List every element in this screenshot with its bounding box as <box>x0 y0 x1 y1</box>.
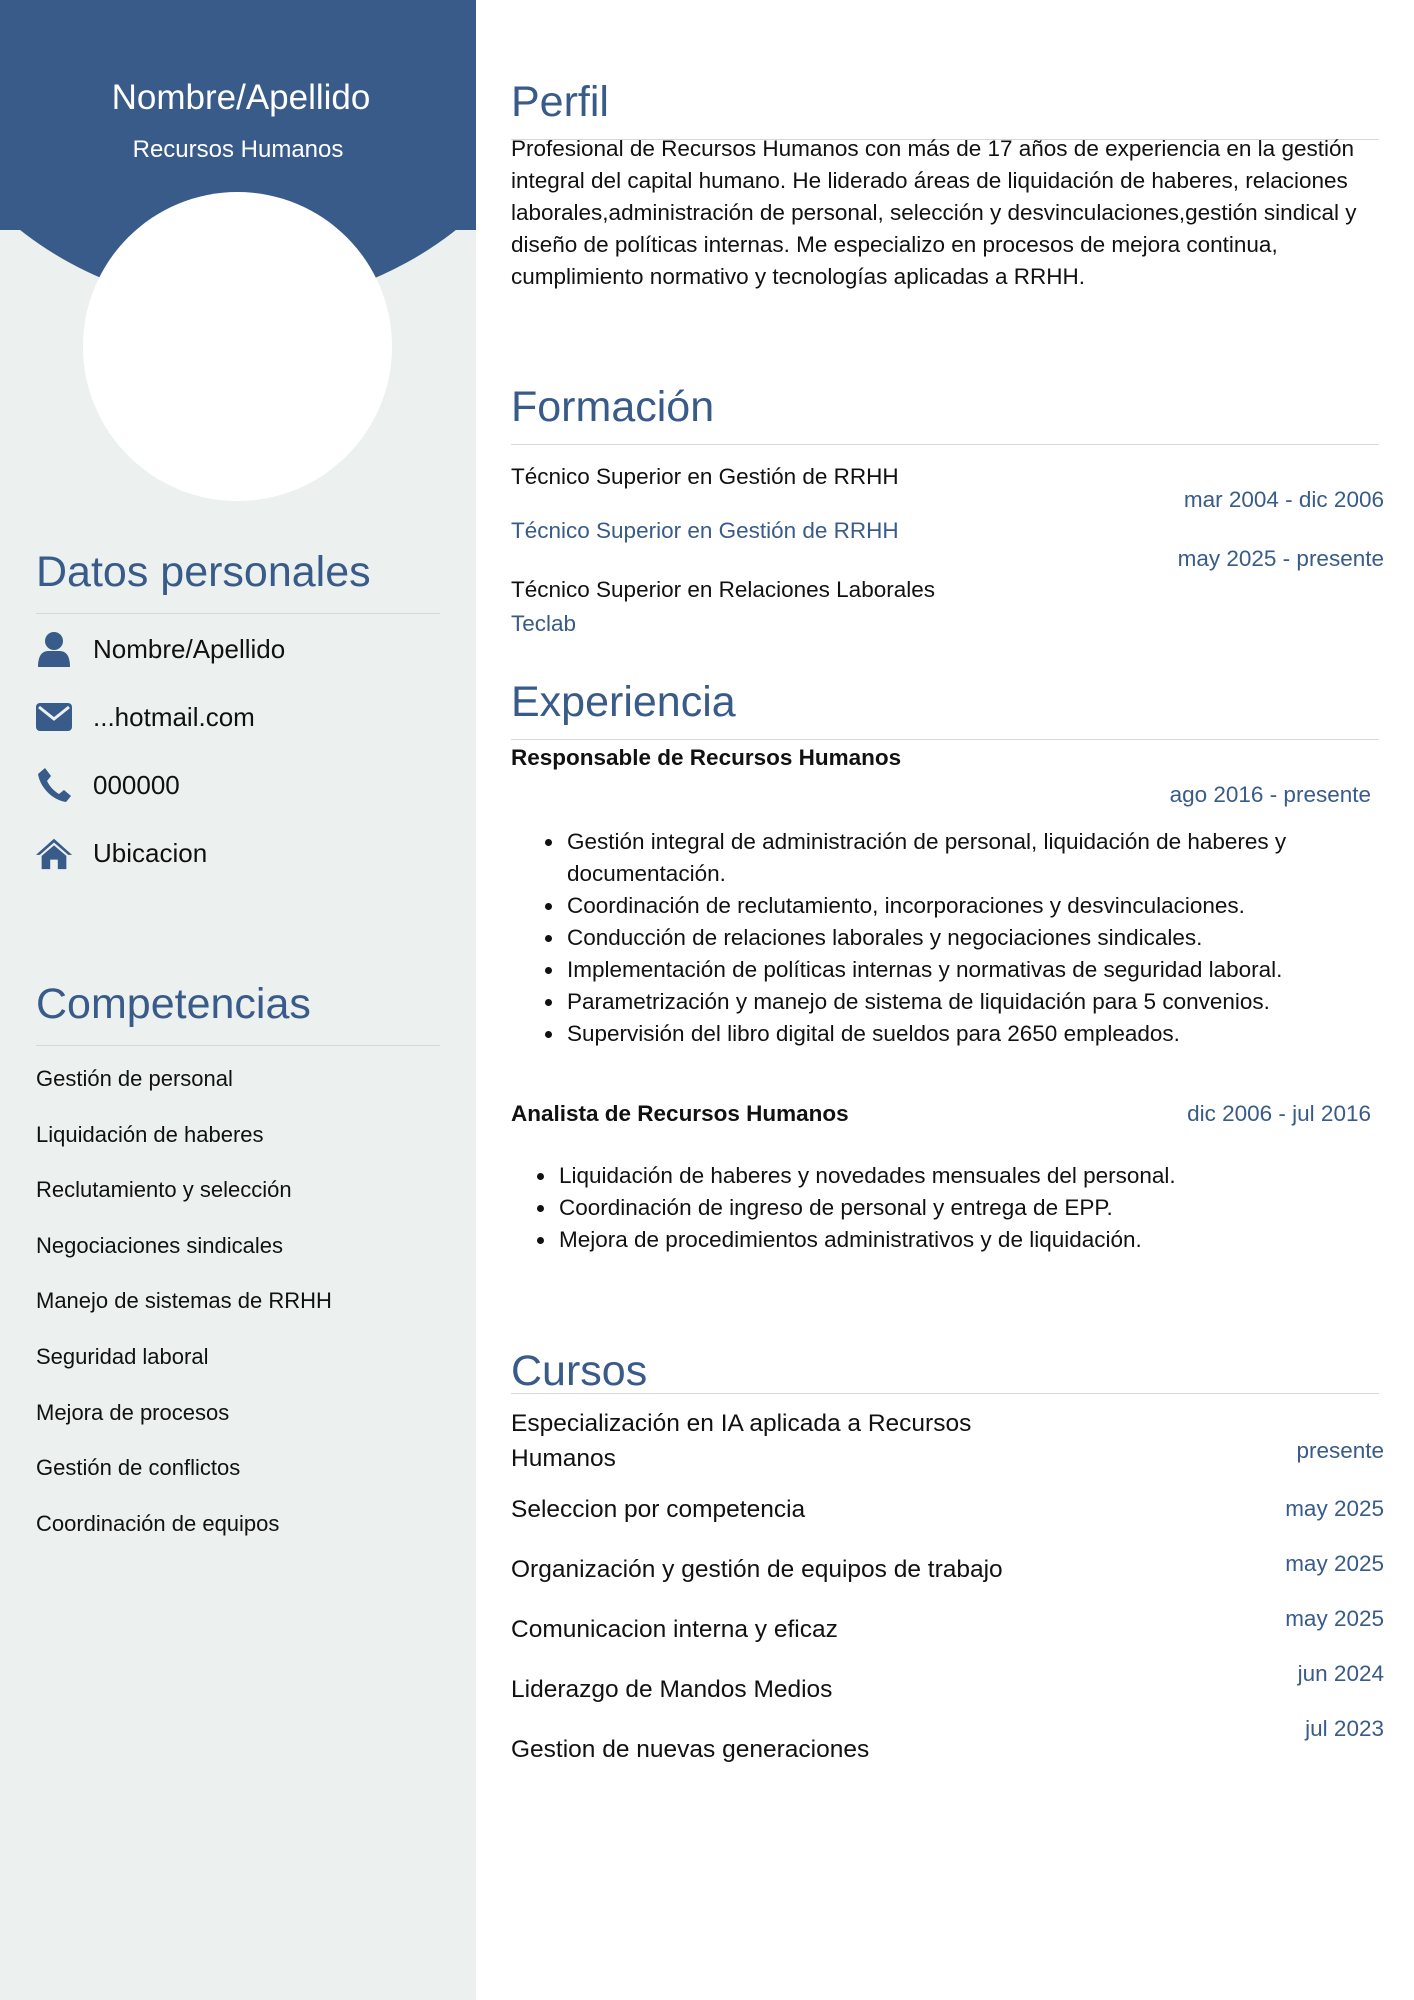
skill-item: Manejo de sistemas de RRHH <box>36 1288 332 1313</box>
course-name: Especialización en IA aplicada a Recursos Humanos <box>511 1410 972 1472</box>
course-name: Comunicacion interna y eficaz <box>511 1616 838 1643</box>
skill-item: Gestión de conflictos <box>36 1455 241 1480</box>
job-title: Analista de Recursos Humanos <box>511 1101 849 1126</box>
contact-phone: 000000 <box>93 769 180 800</box>
job-bullet: Coordinación de ingreso de personal y entrega de EPP. <box>559 1192 1369 1224</box>
course-date: may 2025 <box>1285 1496 1384 1521</box>
job-date: dic 2006 - jul 2016 <box>1187 1101 1371 1126</box>
envelope-icon <box>35 698 73 736</box>
contact-email-row <box>35 697 255 737</box>
job-date: ago 2016 - presente <box>1169 782 1371 807</box>
job-bullet: Liquidación de haberes y novedades mensuales del personal. <box>559 1160 1369 1192</box>
course-name: Gestion de nuevas generaciones <box>511 1736 870 1763</box>
job-bullet: Coordinación de reclutamiento, incorporaciones y desvinculaciones. <box>567 890 1377 922</box>
skill-item: Gestión de personal <box>36 1066 233 1091</box>
course-name: Liderazgo de Mandos Medios <box>511 1676 833 1703</box>
user-icon <box>35 630 73 668</box>
contact-location-row <box>35 833 208 873</box>
personal-data-heading: Datos personales <box>36 548 440 614</box>
education-institution: Teclab <box>511 611 577 636</box>
education-degree: Técnico Superior en Gestión de RRHH <box>511 518 899 543</box>
candidate-role: Recursos Humanos <box>132 136 344 163</box>
job-bullets <box>559 1160 1369 1256</box>
job-bullet: Mejora de procedimientos administrativos y de liquidación. <box>559 1224 1369 1256</box>
course-date: presente <box>1296 1438 1384 1463</box>
skill-item: Coordinación de equipos <box>36 1511 280 1536</box>
skill-item: Mejora de procesos <box>36 1400 230 1425</box>
sidebar <box>0 0 476 2000</box>
course-date: may 2025 <box>1285 1606 1384 1631</box>
job-bullet: Conducción de relaciones laborales y negociaciones sindicales. <box>567 922 1377 954</box>
education-degree: Técnico Superior en Relaciones Laborales <box>511 577 935 602</box>
skill-item: Negociaciones sindicales <box>36 1233 284 1258</box>
experience-heading: Experiencia <box>511 678 1379 740</box>
education-date: mar 2004 - dic 2006 <box>1183 487 1384 512</box>
contact-phone-row <box>35 765 180 805</box>
skill-item: Seguridad laboral <box>36 1344 209 1369</box>
course-date: jun 2024 <box>1297 1661 1384 1686</box>
skill-item: Liquidación de haberes <box>36 1122 264 1147</box>
course-date: jul 2023 <box>1305 1716 1384 1741</box>
candidate-name: Nombre/Apellido <box>111 78 371 117</box>
job-bullets <box>567 826 1377 1050</box>
education-heading: Formación <box>511 383 1379 445</box>
education-degree: Técnico Superior en Gestión de RRHH <box>511 464 899 489</box>
profile-photo <box>83 192 392 501</box>
job-bullet: Implementación de políticas internas y normativas de seguridad laboral. <box>567 954 1377 986</box>
phone-icon <box>35 766 73 804</box>
skill-item: Reclutamiento y selección <box>36 1177 292 1202</box>
course-date: may 2025 <box>1285 1551 1384 1576</box>
profile-text: Profesional de Recursos Humanos con más de 17 años de experiencia en la gestión integral del capital humano. He liderado áreas de liquidación de haberes, relaciones laborales,administración de personal, selección y desvinculaciones,gestión sindical y diseño de políticas internas. Me especializo en procesos de mejora continua, cumplimiento normativo y tecnologías aplicadas a RRHH. <box>511 136 1357 289</box>
job-bullet: Parametrización y manejo de sistema de liquidación para 5 convenios. <box>567 986 1377 1018</box>
contact-name-row <box>35 629 286 669</box>
course-name: Organización y gestión de equipos de trabajo <box>511 1556 1003 1583</box>
education-date: may 2025 - presente <box>1177 546 1384 571</box>
home-icon <box>35 834 73 872</box>
job-bullet: Gestión integral de administración de personal, liquidación de haberes y documentación. <box>567 826 1377 890</box>
contact-location: Ubicacion <box>93 837 208 868</box>
job-title: Responsable de Recursos Humanos <box>511 745 902 770</box>
courses-heading: Cursos <box>511 1347 1379 1394</box>
skills-heading: Competencias <box>36 980 440 1046</box>
course-name: Seleccion por competencia <box>511 1496 806 1523</box>
contact-name: Nombre/Apellido <box>93 633 286 664</box>
job-bullet: Supervisión del libro digital de sueldos para 2650 empleados. <box>567 1018 1377 1050</box>
contact-email[interactable]: ...hotmail.com <box>93 701 255 732</box>
profile-heading: Perfil <box>511 78 1379 140</box>
